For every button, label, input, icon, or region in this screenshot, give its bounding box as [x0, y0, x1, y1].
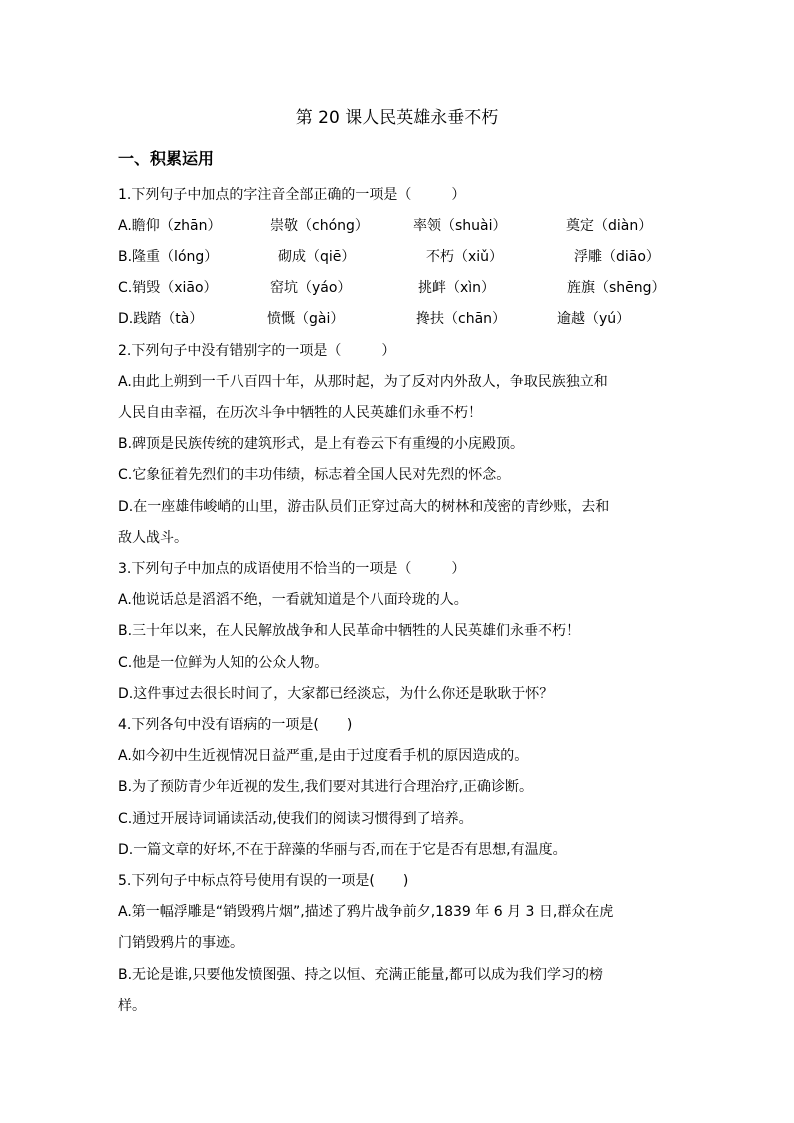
question-2-stem: 2.下列句子中没有错别字的一项是（ ）: [118, 343, 396, 359]
q2-text-line: B.碑顶是民族传统的建筑形式，是上有卷云下有重缦的小庑殿顶。: [118, 436, 525, 452]
q1-option-d-2: 愤慨（gài）: [267, 311, 345, 327]
q2-text-line: 敌人战斗。: [118, 530, 188, 546]
q5-text-line: B.无论是谁,只要他发愤图强、持之以恒、充满正能量,都可以成为我们学习的榜: [118, 967, 603, 983]
q5-text-line: 样。: [118, 998, 146, 1014]
q2-text-line: C.它象征着先烈们的丰功伟绩，标志着全国人民对先烈的怀念。: [118, 467, 511, 483]
q4-text-line: D.一篇文章的好坏,不在于辞藻的华丽与否,而在于它是否有思想,有温度。: [118, 842, 567, 858]
q3-text-line: B.三十年以来，在人民解放战争和人民革命中牺牲的人民英雄们永垂不朽！: [118, 623, 581, 639]
question-5-stem: 5.下列句子中标点符号使用有误的一项是( ): [118, 873, 409, 889]
question-1-stem: 1.下列句子中加点的字注音全部正确的一项是（ ）: [118, 187, 466, 203]
q1-option-d-4: 逾越（yú）: [557, 311, 631, 327]
q4-text-line: A.如今初中生近视情况日益严重,是由于过度看手机的原因造成的。: [118, 748, 529, 764]
q1-option-a-4: 奠定（diàn）: [566, 218, 653, 234]
page-title: 第 20 课人民英雄永垂不朽: [295, 108, 499, 128]
q2-text-line: A.由此上朔到一千八百四十年，从那时起，为了反对内外敌人，争取民族独立和: [118, 374, 608, 390]
section-heading: 一、积累运用: [118, 149, 215, 168]
q3-text-line: D.这件事过去很长时间了，大家都已经淡忘，为什么你还是耿耿于怀？: [118, 686, 554, 702]
q1-option-c-2: 窑坑（yáo）: [270, 280, 352, 296]
q2-text-line: D.在一座雄伟峻峭的山里，游击队员们正穿过高大的树林和茂密的青纱账，去和: [118, 499, 610, 515]
q3-text-line: A.他说话总是滔滔不绝，一看就知道是个八面玲珑的人。: [118, 592, 468, 608]
question-3-stem: 3.下列句子中加点的成语使用不恰当的一项是（ ）: [118, 561, 466, 577]
q1-option-b-1: B.隆重（lóng）: [118, 249, 219, 265]
q3-text-line: C.他是一位鲜为人知的公众人物。: [118, 655, 329, 671]
q1-option-a-2: 崇敬（chóng）: [270, 218, 369, 234]
q5-text-line: 门销毁鸦片的事迹。: [118, 935, 244, 951]
q1-option-c-4: 旌旗（shēng）: [567, 280, 666, 296]
q1-option-a-1: A.瞻仰（zhān）: [118, 218, 222, 234]
q1-option-c-3: 挑衅（xìn）: [418, 280, 496, 296]
q1-option-d-1: D.践踏（tà）: [118, 311, 204, 327]
q1-option-b-3: 不朽（xiǔ）: [426, 249, 504, 265]
q4-text-line: B.为了预防青少年近视的发生,我们要对其进行合理治疗,正确诊断。: [118, 779, 533, 795]
q5-text-line: A.第一幅浮雕是“销毁鸦片烟”,描述了鸦片战争前夕,1839 年 6 月 3 日,群众在虎: [118, 904, 614, 920]
q4-text-line: C.通过开展诗词诵读活动,使我们的阅读习惯得到了培养。: [118, 811, 473, 827]
q2-text-line: 人民自由幸福，在历次斗争中牺牲的人民英雄们永垂不朽！: [118, 405, 482, 421]
q1-option-a-3: 率领（shuài）: [413, 218, 507, 234]
q1-option-b-2: 砌成（qiē）: [278, 249, 356, 265]
question-4-stem: 4.下列各句中没有语病的一项是( ): [118, 717, 353, 733]
q1-option-d-3: 搀扶（chān）: [416, 311, 507, 327]
q1-option-b-4: 浮雕（diāo）: [574, 249, 660, 265]
q1-option-c-1: C.销毁（xiāo）: [118, 280, 218, 296]
